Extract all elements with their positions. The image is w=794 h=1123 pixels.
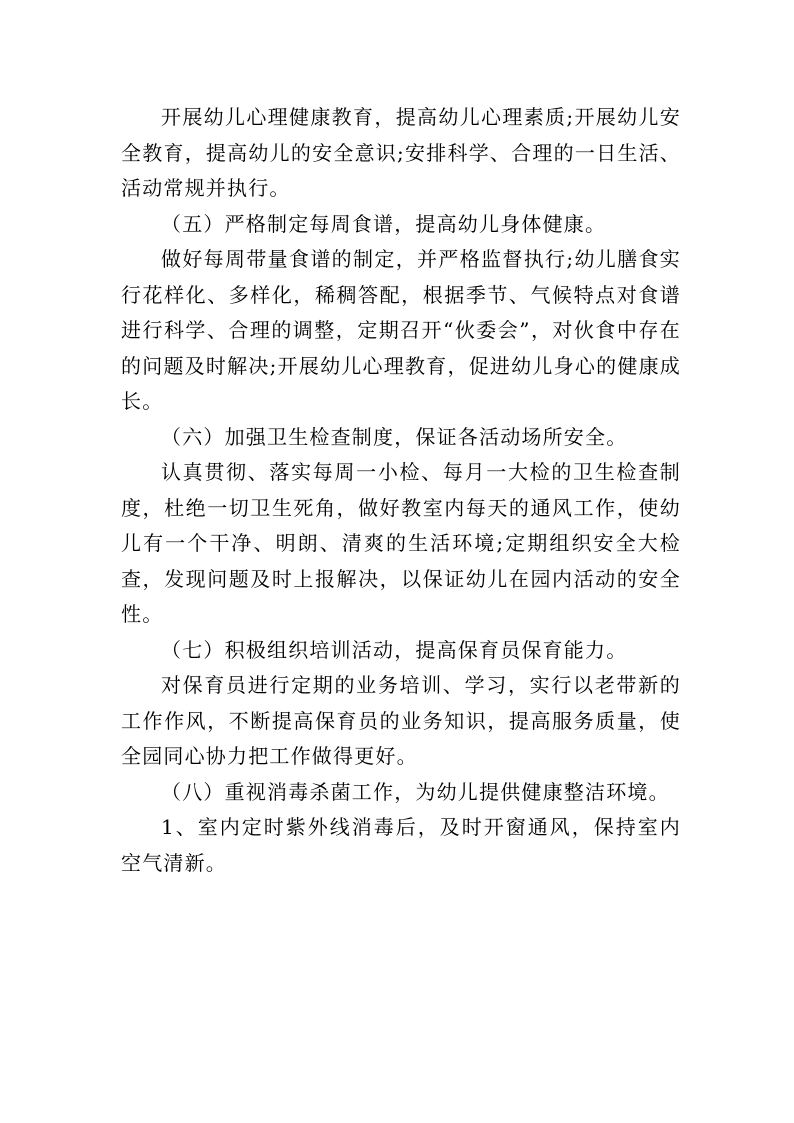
paragraph-disinfection: 1、室内定时紫外线消毒后，及时开窗通风，保持室内空气清新。 — [121, 815, 681, 875]
paragraph-hygiene-inspection: 认真贯彻、落实每周一小检、每月一大检的卫生检查制度，杜绝一切卫生死角，做好教室内每天的通风工作，使幼儿有一个干净、明朗、清爽的生活环境;定期组织安全大检查，发现问题及时上报解决，以保证幼儿在园内活动的安全性。 — [121, 460, 681, 626]
section-heading-7: （七）积极组织培训活动，提高保育员保育能力。 — [161, 637, 628, 662]
paragraph-daily-routine: 开展幼儿心理健康教育，提高幼儿心理素质;开展幼儿安全教育，提高幼儿的安全意识;安排科学、合理的一日生活、活动常规并执行。 — [121, 105, 681, 200]
body-text — [121, 100, 681, 881]
section-heading-5: （五）严格制定每周食谱，提高幼儿身体健康。 — [161, 211, 607, 236]
section-heading-6: （六）加强卫生检查制度，保证各活动场所安全。 — [161, 424, 628, 449]
paragraph-weekly-menu: 做好每周带量食谱的制定，并严格监督执行;幼儿膳食实行花样化、多样化，稀稠答配，根据季节、气候特点对食谱进行科学、合理的调整，定期召开“伙委会”，对伙食中存在的问题及时解决;开展幼儿心理教育，促进幼儿身心的健康成长。 — [121, 247, 681, 413]
section-heading-8: （八）重视消毒杀菌工作，为幼儿提供健康整洁环境。 — [161, 779, 670, 804]
paragraph-staff-training: 对保育员进行定期的业务培训、学习，实行以老带新的工作作风，不断提高保育员的业务知识，提高服务质量，使全园同心协力把工作做得更好。 — [121, 673, 681, 768]
